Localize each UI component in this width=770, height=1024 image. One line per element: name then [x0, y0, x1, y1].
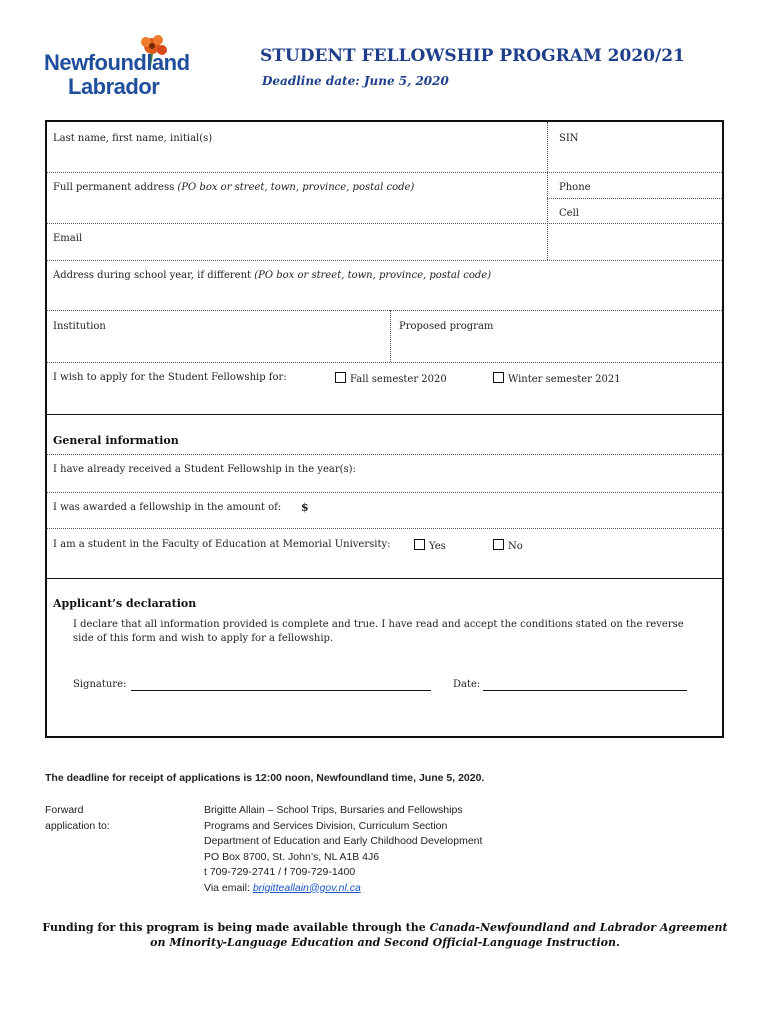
agreement-name-cont: on Minority-Language Education and Second Official-Language Instruction. [150, 936, 620, 949]
row-divider [47, 172, 722, 173]
row-divider [47, 362, 722, 363]
winter-label: Winter semester 2021 [508, 374, 621, 385]
yes-option[interactable] [414, 539, 446, 552]
signature-field[interactable] [131, 690, 431, 691]
address-line: PO Box 8700, St. John’s, NL A1B 4J6 [204, 850, 380, 863]
permanent-address-field[interactable] [51, 196, 541, 220]
address-line: Department of Education and Early Childhood Development [204, 835, 483, 847]
program-label: Proposed program [399, 321, 494, 332]
email-link[interactable]: brigitteallain@gov.nl.ca [252, 881, 361, 894]
newfoundland-labrador-logo [44, 32, 190, 102]
phone-cell-divider [547, 198, 722, 199]
email-line [204, 881, 482, 897]
fall-option[interactable] [335, 372, 447, 385]
name-label: Last name, first name, initial(s) [53, 133, 213, 144]
institution-label: Institution [53, 321, 106, 332]
education-label: I am a student in the Faculty of Education at Memorial University: [53, 539, 391, 550]
fall-label: Fall semester 2020 [350, 374, 447, 385]
yes-checkbox[interactable] [414, 539, 425, 550]
email-label: Email [53, 233, 83, 244]
mailing-address [204, 803, 482, 896]
address-label: Full permanent address (PO box or street, town, province, postal code) [53, 182, 415, 193]
application-form [45, 120, 724, 738]
signature-label: Signature: [73, 679, 127, 690]
forward-label-line: Forward [45, 804, 84, 816]
school-address-label: Address during school year, if different (PO box or street, town, province, postal code) [53, 270, 492, 281]
sin-field[interactable] [551, 148, 719, 170]
date-label: Date: [453, 679, 481, 690]
declaration-text: I declare that all information provided is complete and true. I have read and accept the conditions stated on the reverse side of this form and wish to apply for a fellowship. [73, 619, 684, 644]
row-divider [47, 528, 722, 529]
program-field[interactable] [395, 334, 719, 358]
no-label: No [508, 541, 523, 552]
cell-label: Cell [559, 208, 579, 219]
apply-label: I wish to apply for the Student Fellowship for: [53, 372, 287, 383]
name-field[interactable] [51, 148, 541, 170]
row-divider [47, 260, 722, 261]
awarded-label: I was awarded a fellowship in the amount of: [53, 502, 282, 513]
phone-label: Phone [559, 182, 591, 193]
logo-line-2: Labrador [68, 74, 160, 99]
page-title: STUDENT FELLOWSHIP PROGRAM 2020/21 [260, 46, 685, 66]
program-column-divider [390, 310, 391, 362]
address-hint: (PO box or street, town, province, postal code) [177, 182, 415, 193]
yes-label: Yes [429, 541, 446, 552]
address-line: Programs and Services Division, Curriculum Section [204, 819, 448, 832]
section-divider [47, 414, 722, 415]
address-line: t 709-729-2741 / f 709-729-1400 [204, 866, 356, 878]
address-line: Brigitte Allain – School Trips, Bursaries and Fellowships [204, 804, 463, 816]
deadline-date: Deadline date: June 5, 2020 [262, 74, 449, 88]
deadline-note: The deadline for receipt of applications is 12:00 noon, Newfoundland time, June 5, 2020. [45, 772, 485, 784]
date-field[interactable] [483, 690, 687, 691]
no-option[interactable] [493, 539, 523, 552]
row-divider [47, 454, 722, 455]
section-divider [47, 578, 722, 579]
school-address-hint: (PO box or street, town, province, postal code) [254, 270, 492, 281]
row-divider [47, 223, 722, 224]
row-divider [47, 310, 722, 311]
forward-label-line: application to: [45, 819, 110, 832]
funding-prefix: Funding for this program is being made available through the [42, 921, 430, 934]
received-label: I have already received a Student Fellowship in the year(s): [53, 464, 356, 475]
declaration-heading: Applicant’s declaration [53, 597, 197, 610]
email-prefix: Via email: [204, 881, 253, 894]
email-field[interactable] [87, 228, 717, 254]
school-address-field[interactable] [51, 284, 719, 306]
currency-symbol: $ [301, 501, 309, 514]
institution-field[interactable] [51, 334, 385, 358]
no-checkbox[interactable] [493, 539, 504, 550]
fall-checkbox[interactable] [335, 372, 346, 383]
agreement-name: Canada-Newfoundland and Labrador Agreement [429, 921, 728, 934]
funding-note [0, 920, 770, 950]
amount-field[interactable] [313, 498, 719, 522]
general-info-heading: General information [53, 434, 179, 447]
sin-label: SIN [559, 133, 579, 144]
winter-checkbox[interactable] [493, 372, 504, 383]
received-years-field[interactable] [343, 460, 719, 486]
forward-label [45, 803, 110, 834]
row-divider [47, 492, 722, 493]
winter-option[interactable] [493, 372, 621, 385]
logo-line-1: Newfoundland [44, 50, 190, 75]
